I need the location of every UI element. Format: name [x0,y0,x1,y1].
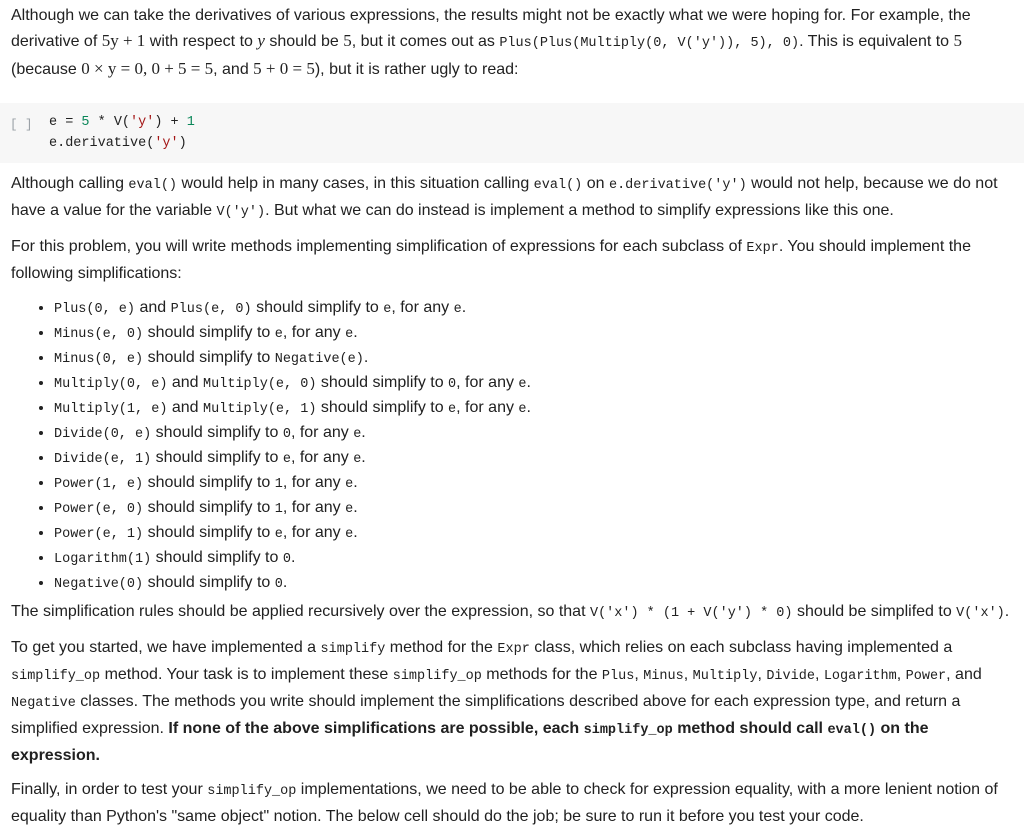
text: should simplify to [143,524,275,541]
text: . This is equivalent to [799,33,954,50]
text: should simplify to [143,574,275,591]
inline-code: Negative [11,696,76,711]
inline-code: Minus(0, e) [54,352,144,367]
code-token: 1 [186,115,195,130]
code-line-2 [49,136,187,151]
text: . [361,424,366,441]
code-token: e.derivative( [49,136,155,151]
text: , for any [282,474,346,491]
inline-code: Divide(e, 1) [54,452,152,467]
inline-code: Expr [746,241,779,256]
text: classes. The methods you write should implement the simplifications described above for each expression type, and return a simplified expression. [11,693,961,737]
list-item [54,495,1012,520]
text: , [683,666,693,683]
inline-code: simplify_op [11,669,101,684]
inline-code: Divide [766,669,815,684]
text: . [363,349,369,366]
list-item [54,395,1012,420]
text: should simplify to [151,449,283,466]
inline-code: e [383,302,392,317]
code-token: ) + [154,115,187,130]
text: . You should implement the following simplifications: [11,238,971,282]
text: should simplify to [151,549,283,566]
instructions-markdown-cell [0,163,1024,829]
inline-code: simplify_op [583,723,673,738]
list-item [54,345,1012,370]
text: class, which relies on each subclass having implemented a [529,639,953,656]
text: Finally, in order to test your [11,781,208,798]
text: implementations, we need to be able to check for expression equality, with a more lenient notion of equality than Python's "same object" notion. The below cell should do the job; be sure to run it before you test your code. [11,781,998,825]
text: method for the [385,639,498,656]
inline-code: e [353,427,362,442]
inline-code: e [345,502,354,517]
inline-code: Multiply(e, 0) [203,377,317,392]
math: 0 × y = 0, 0 + 5 = 5 [81,59,214,78]
inline-code: e [453,302,462,317]
inline-code: V('x') [956,606,1005,621]
inline-code: eval() [128,178,178,193]
text: on the expression. [11,720,929,764]
text: . [1004,603,1010,620]
text: , for any [391,299,454,316]
inline-code: Power [905,669,947,684]
inline-code: Multiply(1, e) [54,402,168,417]
final-paragraph [11,777,1012,829]
inline-code: V('y') [216,205,266,220]
problem-paragraph [11,234,1012,286]
math: 5 + 0 = 5 [253,59,315,78]
inline-code: e [345,477,354,492]
text: The simplification rules should be applied recursively over the expression, so that [11,603,590,620]
run-cell-button[interactable]: [ ] [10,118,33,132]
math: 5 [953,31,963,50]
text: , for any [282,324,346,341]
text: . [353,499,358,516]
inline-code: 0 [282,427,291,442]
text: . [353,524,358,541]
text: . [461,299,467,316]
list-item [54,470,1012,495]
text: , [757,666,767,683]
code-token: 'y' [130,115,155,130]
text: should simplify to [143,349,275,366]
text: , and [213,61,254,78]
list-item [54,520,1012,545]
inline-code: e [353,452,362,467]
list-item [54,420,1012,445]
list-item [54,320,1012,345]
text: and [167,374,204,391]
inline-code: e.derivative('y') [608,178,747,193]
text: , for any [456,374,519,391]
math: y [257,31,265,50]
text: , for any [282,524,346,541]
text: with respect to [145,33,258,50]
inline-code: 0 [282,552,291,567]
text: should simplify to [143,324,275,341]
inline-code: e [518,402,527,417]
inline-code: 0 [274,577,283,592]
inline-code: eval() [827,723,877,738]
text: method should call [672,720,828,737]
code-token: * V( [89,115,131,130]
text: Although we can take the derivatives of various expressions, the results might not be exactly what we were hoping for. For example, the derivative of [11,7,971,50]
list-item [54,445,1012,470]
text: (because [11,61,82,78]
text: , for any [290,449,354,466]
text: , but it comes out as [351,33,500,50]
inline-code: Power(1, e) [54,477,144,492]
inline-code: simplify [320,642,386,657]
text: should simplify to [151,424,283,441]
text: . [526,399,531,416]
code-editor[interactable] [49,112,195,154]
text: To get you started, we have implemented a [11,639,321,656]
list-item [54,370,1012,395]
text: and [135,299,171,316]
text: should simplify to [316,399,449,416]
inline-code: Plus [601,669,635,684]
intro-markdown-cell [0,0,1024,82]
text: . [526,374,531,391]
text: , for any [290,424,354,441]
inline-code: Logarithm [823,669,897,684]
text: should simplify to [143,499,275,516]
text: For this problem, you will write methods implementing simplification of expressions for each subclass of [11,238,747,255]
text: , for any [456,399,519,416]
text: . [353,324,358,341]
text: on [582,175,609,192]
inline-code: e [345,527,354,542]
inline-code: simplify_op [392,669,482,684]
math: 5 [343,31,352,50]
list-item [54,545,1012,570]
text: should be [264,33,344,50]
inline-code: Negative(0) [54,577,144,592]
text: method. Your task is to implement these [100,666,393,683]
text: , for any [282,499,346,516]
inline-code: Minus(e, 0) [54,327,144,342]
inline-code: V('x') * (1 + V('y') * 0) [589,606,793,621]
code-line-1 [49,115,195,130]
text: If none of the above simplifications are possible, each [168,720,584,737]
inline-code: Multiply [692,669,758,684]
inline-code: e [448,402,457,417]
text: , [896,666,906,683]
text: should simplify to [316,374,449,391]
text: should simplify to [251,299,384,316]
inline-code: Multiply(0, e) [54,377,168,392]
text: . [353,474,358,491]
text: should be simplifed to [792,603,957,620]
list-item [54,295,1012,320]
code-token: ) [178,136,187,151]
text: . [282,574,288,591]
text: . [361,449,366,466]
text: . But what we can do instead is implement a method to simplify expressions like this one. [265,202,894,219]
text: would not help, because we do not have a value for the variable [11,175,998,219]
inline-code: Minus [643,669,684,684]
inline-code: e [274,527,283,542]
code-token: 'y' [154,136,179,151]
inline-code: simplify_op [207,784,297,799]
inline-code: Multiply(e, 1) [203,402,317,417]
inline-code: Power(e, 1) [54,527,144,542]
inline-code: e [274,327,283,342]
code-token: 5 [81,115,90,130]
inline-code: 1 [274,477,283,492]
inline-code: e [518,377,527,392]
code-cell[interactable] [0,103,1024,163]
text: ), but it is rather ugly to read: [314,61,519,78]
inline-code: Plus(0, e) [54,302,136,317]
inline-code: e [345,327,354,342]
inline-code: Negative(e) [274,352,364,367]
text: , [634,666,644,683]
inline-code: Plus(Plus(Multiply(0, V('y')), 5), 0) [499,36,800,51]
inline-code: e [282,452,291,467]
recursive-paragraph [11,599,1012,626]
text: and [167,399,204,416]
text: , and [946,666,982,683]
inline-code: 1 [274,502,283,517]
text: would help in many cases, in this situation calling [177,175,534,192]
inline-code: eval() [533,178,583,193]
text: . [290,549,296,566]
simplification-rules-list [11,295,1012,595]
getting-started-paragraph [11,635,1012,768]
inline-code: Logarithm(1) [54,552,152,567]
intro-paragraph [11,3,1012,82]
inline-code: Plus(e, 0) [170,302,252,317]
inline-code: Divide(0, e) [54,427,152,442]
math: 5y + 1 [101,31,146,50]
list-item [54,570,1012,595]
eval-paragraph [11,171,1012,225]
inline-code: Power(e, 0) [54,502,144,517]
text: , [814,666,824,683]
text: methods for the [481,666,602,683]
inline-code: Expr [497,642,530,657]
text: should simplify to [143,474,275,491]
text: Although calling [11,175,129,192]
code-token: e = [49,115,82,130]
inline-code: 0 [448,377,457,392]
